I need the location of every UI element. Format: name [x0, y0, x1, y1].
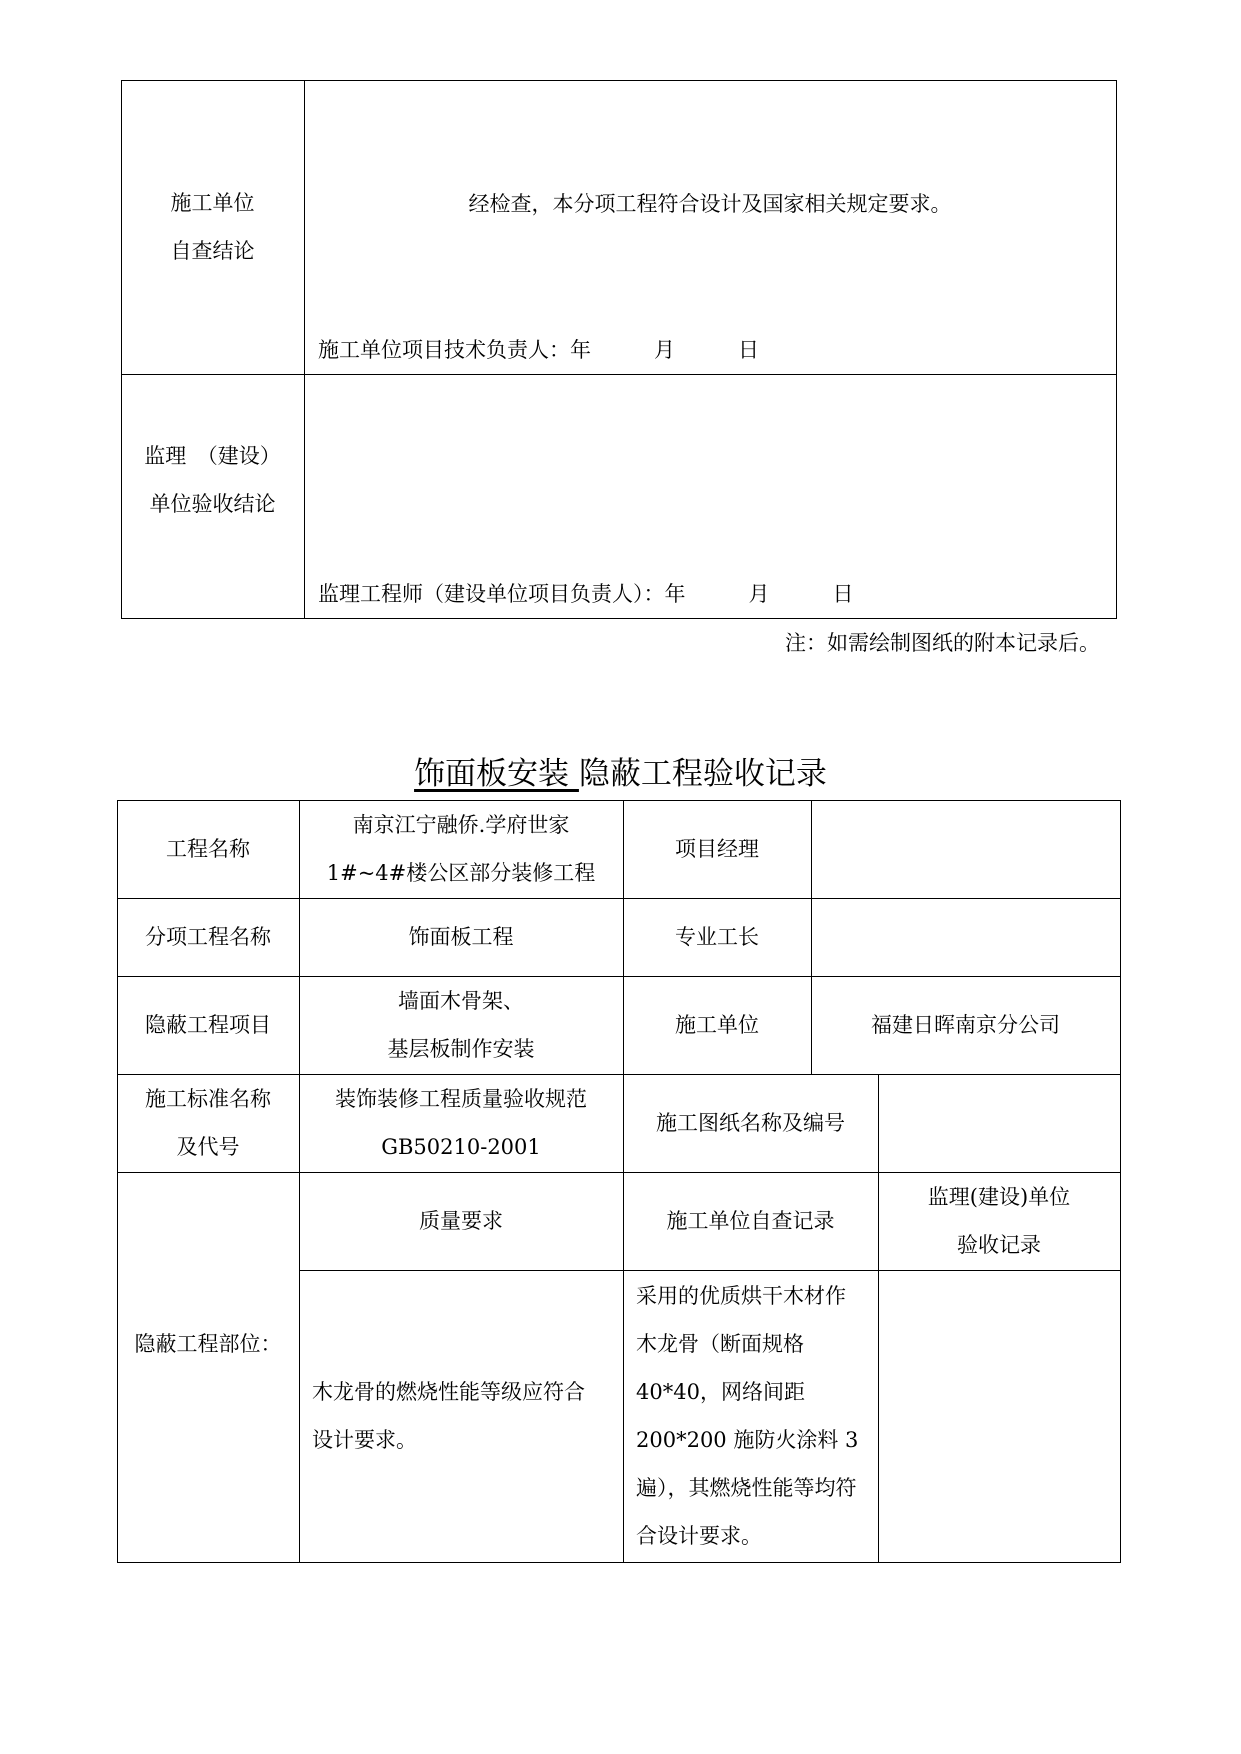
supervision-header-line-2: 验收记录 [957, 1233, 1041, 1257]
self-record-line-3: 40*40，网络间距 [636, 1380, 805, 1404]
standard-value [299, 1074, 623, 1172]
location-label: 隐蔽工程部位： [134, 1332, 282, 1356]
supervision-label [121, 426, 304, 534]
self-record-column-header: 施工单位自查记录 [666, 1209, 835, 1233]
self-record-line-4: 200*200 施防火涂料 3 [636, 1428, 859, 1452]
contractor-value: 福建日晖南京分公司 [871, 1013, 1060, 1037]
self-record-text [636, 1272, 876, 1562]
supervision-header-line-1: 监理(建设)单位 [927, 1185, 1071, 1209]
self-check-label-line-2: 自查结论 [170, 239, 255, 263]
hidden-item-line-2: 基层板制作安装 [387, 1037, 535, 1061]
quality-requirement-text [312, 1368, 617, 1466]
self-check-signature: 施工单位项目技术负责人：年 月 日 [318, 338, 759, 362]
contractor-label: 施工单位 [675, 1013, 759, 1037]
project-manager-label: 项目经理 [675, 837, 759, 861]
standard-label [117, 1074, 299, 1172]
hidden-item-label: 隐蔽工程项目 [145, 1013, 271, 1037]
project-name-line-1: 南京江宁融侨.学府世家 [352, 813, 570, 837]
page-title [0, 748, 1241, 793]
self-record-line-6: 合设计要求。 [636, 1524, 762, 1548]
standard-value-line-2: GB50210-2001 [381, 1135, 541, 1159]
project-manager-value [811, 800, 1120, 898]
foreman-value [811, 898, 1120, 976]
hidden-item-line-1: 墙面木骨架、 [398, 989, 524, 1013]
supervision-record-value [878, 1270, 1120, 1562]
drawing-note: 注：如需绘制图纸的附本记录后。 [785, 631, 1100, 655]
drawing-value [878, 1074, 1120, 1172]
self-check-label [121, 80, 304, 374]
quality-line-1: 木龙骨的燃烧性能等级应符合 [312, 1380, 585, 1404]
project-name-value [299, 800, 623, 898]
standard-value-line-1: 装饰装修工程质量验收规范 [335, 1087, 587, 1111]
self-record-line-2: 木龙骨（断面规格 [636, 1332, 804, 1356]
quality-column-header: 质量要求 [419, 1209, 503, 1233]
title-main-part: 隐蔽工程验收记录 [578, 756, 827, 792]
drawing-label: 施工图纸名称及编号 [656, 1111, 845, 1135]
standard-label-line-2: 及代号 [176, 1135, 240, 1159]
self-record-line-1: 采用的优质烘干木材作 [636, 1284, 846, 1308]
supervision-label-line-2: 单位验收结论 [149, 492, 276, 516]
foreman-label: 专业工长 [675, 925, 759, 949]
sub-item-label: 分项工程名称 [145, 925, 271, 949]
standard-label-line-1: 施工标准名称 [145, 1087, 271, 1111]
self-record-line-5: 遍），其燃烧性能等均符 [636, 1476, 857, 1500]
project-name-line-2: 1#~4#楼公区部分装修工程 [326, 861, 596, 885]
sub-item-value: 饰面板工程 [408, 925, 514, 949]
self-check-label-line-1: 施工单位 [170, 191, 255, 215]
supervision-label-line-1: 监理 （建设） [144, 444, 281, 468]
supervision-signature: 监理工程师（建设单位项目负责人）：年 月 日 [318, 582, 854, 606]
self-check-text: 经检查，本分项工程符合设计及国家相关规定要求。 [468, 192, 952, 216]
title-underlined-part: 饰面板安装 [414, 756, 579, 792]
quality-line-2: 设计要求。 [312, 1428, 417, 1452]
project-name-label: 工程名称 [166, 837, 250, 861]
supervision-column-header [878, 1172, 1120, 1270]
hidden-item-value [299, 976, 623, 1074]
